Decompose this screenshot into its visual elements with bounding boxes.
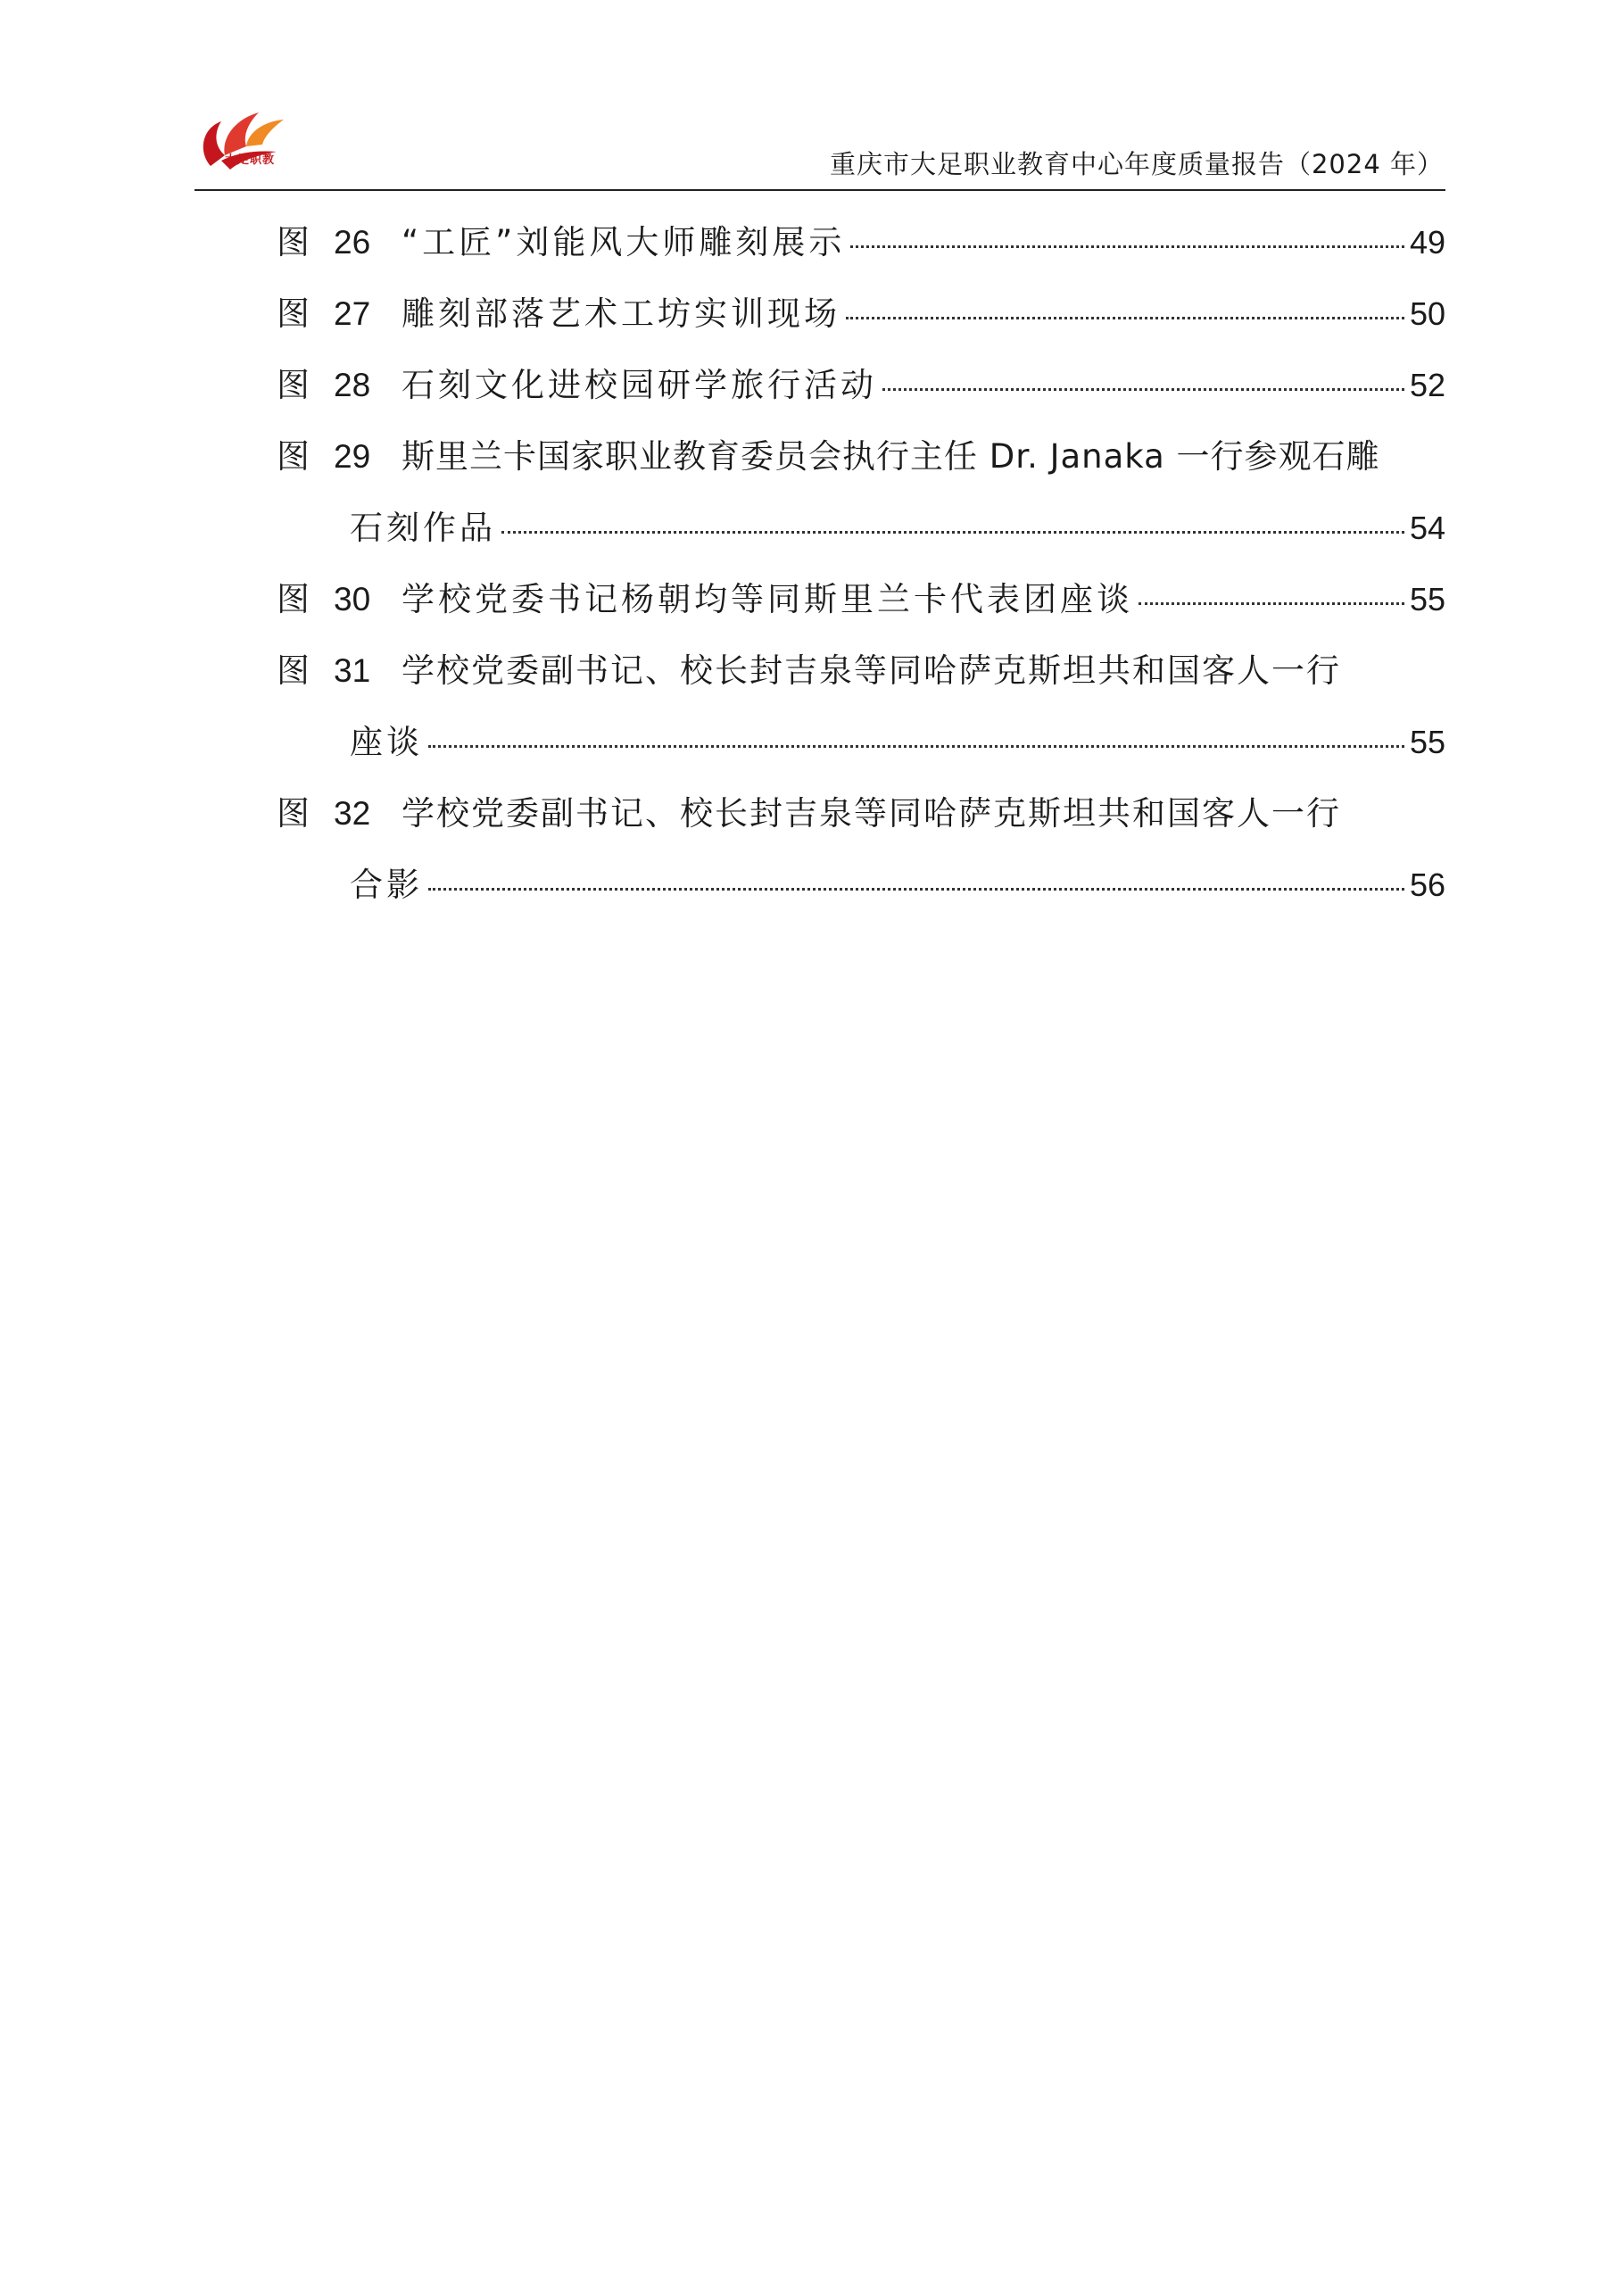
figure-title: 学校党委副书记、校长封吉泉等同哈萨克斯坦共和国客人一行 (402, 651, 1341, 690)
dot-leader (428, 745, 1404, 748)
header-title: 重庆市大足职业教育中心年度质量报告（2024 年） (829, 149, 1444, 179)
figure-number: 26 (334, 224, 371, 261)
page-number: 55 (1409, 581, 1445, 618)
figure-title: 雕刻部落艺术工坊实训现场 (402, 294, 840, 333)
figure-label: 图 (277, 366, 310, 404)
figure-title: 石刻文化进校园研学旅行活动 (402, 366, 877, 404)
dot-leader (501, 531, 1404, 534)
school-logo (195, 105, 293, 178)
figure-label: 图 (277, 437, 310, 476)
dot-leader (846, 317, 1404, 319)
figure-label: 图 (277, 794, 310, 833)
header-divider (195, 189, 1445, 191)
toc-entry[interactable] (277, 778, 1445, 921)
logo-text: 大足职教 (225, 153, 276, 167)
figure-title: 学校党委书记杨朝均等同斯里兰卡代表团座谈 (402, 580, 1133, 618)
figure-number: 29 (334, 438, 371, 475)
figure-number: 31 (334, 652, 371, 689)
dot-leader (882, 388, 1404, 391)
toc-entry[interactable] (277, 278, 1445, 350)
page-number: 50 (1409, 295, 1445, 332)
figure-label: 图 (277, 580, 310, 618)
page-number: 52 (1409, 367, 1445, 403)
figure-title: “工匠”刘能风大师雕刻展示 (402, 223, 846, 261)
page-number: 56 (1409, 866, 1445, 903)
toc-entry[interactable] (277, 207, 1445, 278)
page-number: 49 (1409, 224, 1445, 261)
figure-title-continued: 合影 (350, 866, 423, 904)
toc-entry[interactable] (277, 564, 1445, 635)
figure-number: 30 (334, 581, 371, 618)
phoenix-logo-icon (195, 105, 293, 178)
toc-entry[interactable] (277, 350, 1445, 421)
page-header (195, 105, 1444, 190)
dot-leader (1139, 602, 1404, 605)
dot-leader (850, 245, 1404, 248)
page-number: 54 (1409, 510, 1445, 546)
figure-list (277, 207, 1445, 921)
figure-number: 32 (334, 795, 371, 832)
toc-entry[interactable] (277, 635, 1445, 778)
figure-number: 28 (334, 367, 371, 403)
figure-number: 27 (334, 295, 371, 332)
figure-title-continued: 石刻作品 (350, 509, 496, 547)
toc-entry[interactable] (277, 421, 1445, 564)
dot-leader (428, 888, 1404, 891)
figure-title-continued: 座谈 (350, 723, 423, 761)
figure-label: 图 (277, 223, 310, 261)
figure-title: 学校党委副书记、校长封吉泉等同哈萨克斯坦共和国客人一行 (402, 794, 1341, 833)
figure-title: 斯里兰卡国家职业教育委员会执行主任 Dr. Janaka 一行参观石雕 (402, 437, 1380, 476)
figure-label: 图 (277, 294, 310, 333)
page-number: 55 (1409, 724, 1445, 760)
figure-label: 图 (277, 651, 310, 690)
